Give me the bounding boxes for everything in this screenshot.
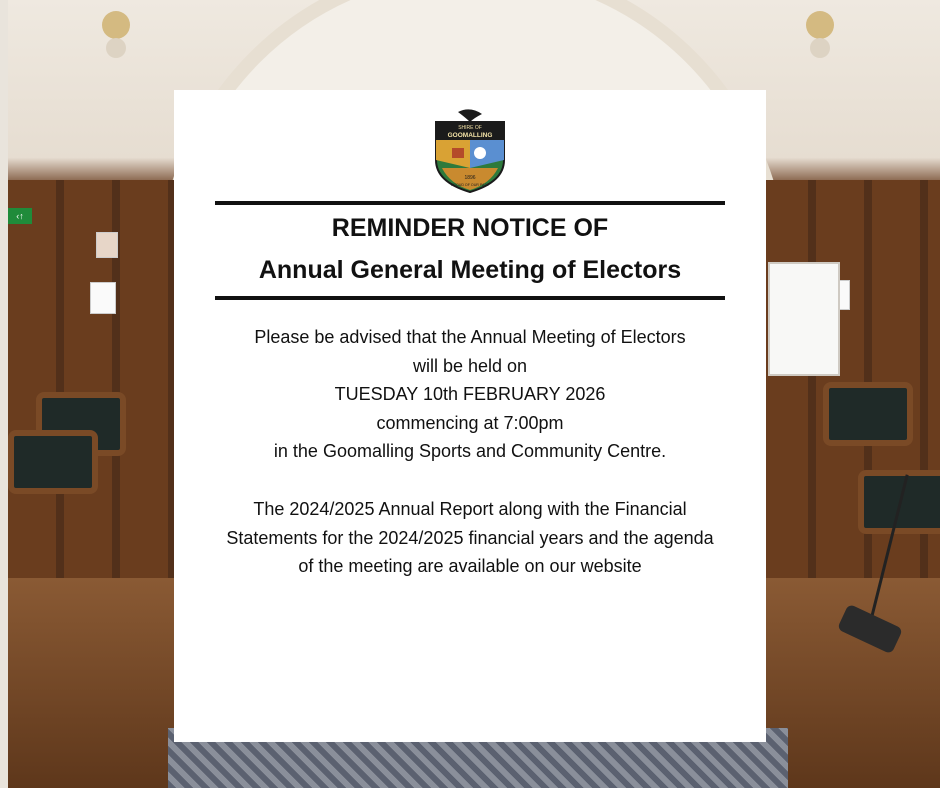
desk-left	[8, 578, 183, 788]
report-detail-line: Statements for the 2024/2025 financial years and the agenda	[226, 527, 714, 548]
meeting-time: commencing at 7:00pm	[376, 412, 564, 433]
divider-bottom	[215, 296, 725, 300]
exit-sign: ‹↑	[8, 208, 32, 224]
chamber-seat	[823, 382, 913, 446]
notice-title-line1: REMINDER NOTICE OF	[331, 214, 609, 242]
report-details	[174, 495, 766, 581]
meeting-detail-line: Please be advised that the Annual Meeting of Electors	[254, 327, 686, 347]
divider-top	[215, 201, 725, 205]
logo-text-shire: SHIRE OF	[458, 125, 482, 131]
wood-panel-left	[8, 180, 178, 600]
logo-text-year: 1896	[464, 175, 476, 181]
wall-frame	[96, 232, 118, 258]
meeting-detail-line: will be held on	[412, 355, 528, 376]
logo-text-name: GOOMALLING	[447, 132, 493, 139]
report-detail-line: of the meeting are available on our website	[298, 556, 642, 576]
ceiling-ornament-right	[790, 0, 850, 70]
notice-title-line2: Annual General Meeting of Electors	[258, 256, 682, 284]
ceiling-ornament-left	[86, 0, 146, 70]
notice-card	[174, 90, 766, 742]
whiteboard	[768, 262, 840, 376]
wall-notice	[90, 282, 116, 314]
logo-text-motto: PROUD OF OUR PAST	[450, 183, 490, 187]
report-detail-line: The 2024/2025 Annual Report along with the Financial	[253, 499, 687, 519]
meeting-location: in the Goomalling Sports and Community Centre.	[273, 441, 667, 461]
shire-crest-logo	[430, 108, 510, 194]
chamber-seat	[8, 430, 98, 494]
meeting-date: TUESDAY 10th FEBRUARY 2026	[334, 384, 606, 404]
meeting-details	[174, 323, 766, 466]
